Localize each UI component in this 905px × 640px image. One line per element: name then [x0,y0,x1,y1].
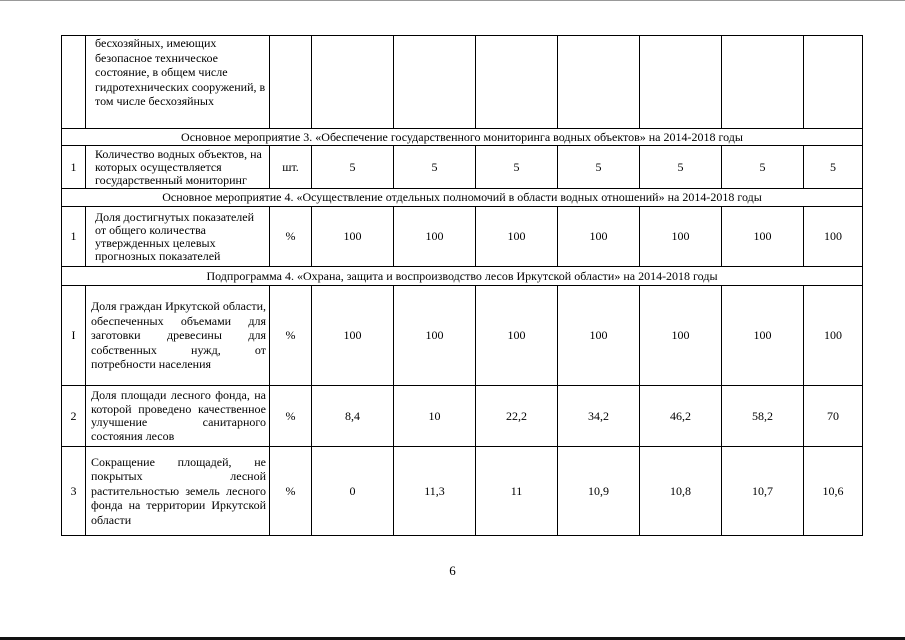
row-number: I [62,286,86,386]
indicator-description: Количество водных объектов, на которых осуществляется государственный мониторинг [86,146,270,189]
unit-cell: % [270,207,312,267]
indicator-description: Доля площади лесного фонда, на которой проведено качественное улучшение санитарного состояния лесов [86,386,270,447]
section-title: Подпрограмма 4. «Охрана, защита и воспроизводство лесов Иркутской области» на 2014-2018 годы [62,267,863,286]
value-cell: 8,4 [312,386,394,447]
value-cell: 10,9 [558,447,640,536]
section-header-row [62,129,863,146]
table-row [62,36,863,129]
value-cell [312,36,394,129]
value-cell: 34,2 [558,386,640,447]
value-cell: 100 [640,286,722,386]
row-number-cell [62,36,86,129]
value-cell [476,36,558,129]
value-cell: 100 [476,207,558,267]
indicator-description: Доля граждан Иркутской области, обеспеченных объемами для заготовки древесины для собственных нужд, от потребности населения [86,286,270,386]
unit-cell [270,36,312,129]
table-row [62,386,863,447]
section-header-row [62,267,863,286]
value-cell: 100 [312,207,394,267]
value-cell [804,36,863,129]
indicator-description: Доля достигнутых показателей от общего количества утвержденных целевых прогнозных показателей [86,207,270,267]
value-cell [558,36,640,129]
page-number: 6 [449,563,456,578]
value-cell: 10,8 [640,447,722,536]
value-cell: 100 [558,286,640,386]
value-cell [640,36,722,129]
value-cell: 100 [558,207,640,267]
value-cell: 5 [558,146,640,189]
value-cell [722,36,804,129]
value-cell: 0 [312,447,394,536]
indicators-table [61,35,863,536]
value-cell: 100 [722,286,804,386]
value-cell: 10 [394,386,476,447]
unit-cell: % [270,286,312,386]
value-cell: 10,7 [722,447,804,536]
indicator-description: Сокращение площадей, не покрытых лесной растительностью земель лесного фонда на территории Иркутской области [86,447,270,536]
value-cell: 5 [312,146,394,189]
value-cell: 58,2 [722,386,804,447]
value-cell: 22,2 [476,386,558,447]
value-cell: 5 [640,146,722,189]
scan-top-edge [0,0,905,1]
indicator-description: бесхозяйных, имеющих безопасное техническое состояние, в общем числе гидротехнических сооружений, в том числе бесхозяйных [86,36,270,129]
value-cell: 100 [722,207,804,267]
unit-cell: % [270,447,312,536]
row-number: 2 [62,386,86,447]
table-row [62,146,863,189]
section-title: Основное мероприятие 3. «Обеспечение государственного мониторинга водных объектов» на 2014-2018 годы [62,129,863,146]
value-cell: 5 [722,146,804,189]
value-cell: 100 [476,286,558,386]
value-cell: 100 [394,207,476,267]
value-cell: 10,6 [804,447,863,536]
row-number: 3 [62,447,86,536]
value-cell: 100 [640,207,722,267]
row-number: 1 [62,146,86,189]
section-header-row [62,189,863,207]
value-cell: 5 [394,146,476,189]
table-row [62,286,863,386]
value-cell: 11 [476,447,558,536]
value-cell: 5 [476,146,558,189]
value-cell: 100 [394,286,476,386]
value-cell: 100 [312,286,394,386]
value-cell: 5 [804,146,863,189]
unit-cell: шт. [270,146,312,189]
value-cell [394,36,476,129]
row-number: 1 [62,207,86,267]
value-cell: 100 [804,286,863,386]
section-title: Основное мероприятие 4. «Осуществление отдельных полномочий в области водных отношений» на 2014-2018 годы [62,189,863,207]
unit-cell: % [270,386,312,447]
value-cell: 11,3 [394,447,476,536]
value-cell: 46,2 [640,386,722,447]
value-cell: 100 [804,207,863,267]
table-row [62,207,863,267]
value-cell: 70 [804,386,863,447]
table-row [62,447,863,536]
